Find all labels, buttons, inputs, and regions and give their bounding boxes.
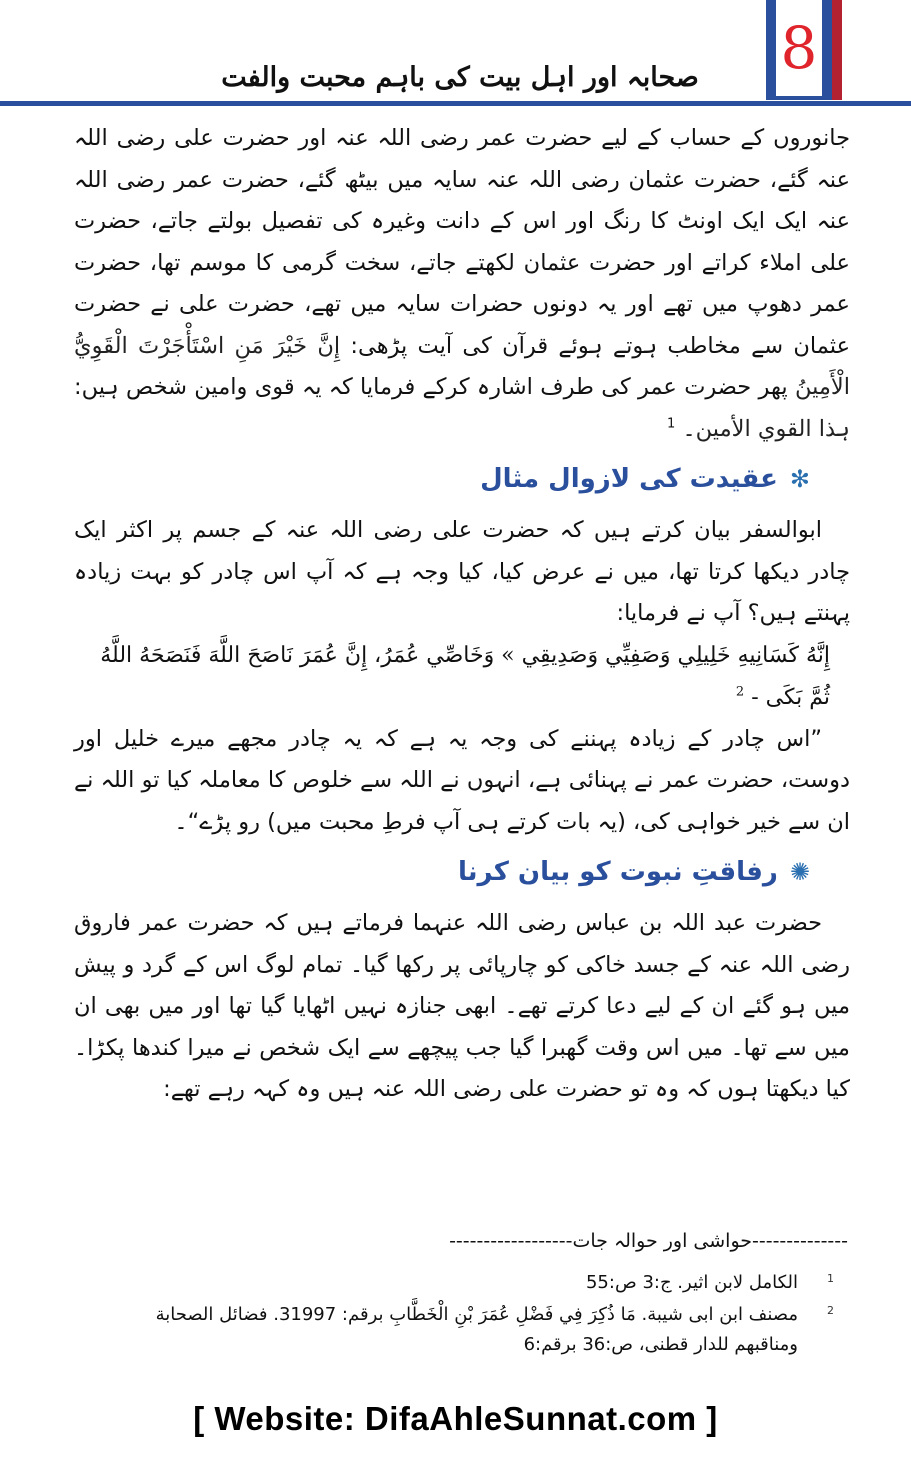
page-badge-edge xyxy=(832,0,842,100)
footnotes-separator: --------------حواشی اور حوالہ جات------------------ xyxy=(449,1230,848,1252)
footnote-text: الکامل لابن اثیر. ج:3 ص:55 xyxy=(585,1272,798,1293)
quran-verse: إِنَّ خَيْرَ مَنِ اسْتَأْجَرْتَ الْقَوِيُّ الْأَمِينُ xyxy=(74,332,850,400)
section-heading-1 xyxy=(74,456,810,502)
page-number: 8 xyxy=(780,14,818,82)
paragraph-1 xyxy=(74,118,850,450)
header-divider xyxy=(0,101,911,106)
main-content xyxy=(74,118,850,1111)
section-heading-1-text: عقیدت کی لازوال مثال xyxy=(480,464,778,494)
footnote-ref-2: 2 xyxy=(735,684,745,700)
arabic-quote xyxy=(74,635,830,719)
paragraph-1-text: جانوروں کے حساب کے لیے حضرت عمر رضی اللہ عنہ اور حضرت علی رضی اللہ عنہ گئے، حضرت عثمان رضی اللہ عنہ سایہ میں بیٹھ گئے، حضرت عمر رضی اللہ عنہ ایک ایک اونٹ کا رنگ اور اس کے دانت وغیرہ کی تفصیل بولتے جاتے، حضرت علی املاء کراتے اور حضرت عثمان لکھتے جاتے، سخت گرمی کا موسم تھا، حضرت عمر دھوپ میں تھے اور یہ دونوں حضرات سایہ میں تھے، حضرت علی نے حضرت عثمان سے مخاطب ہوتے ہوئے قرآن کی آیت پڑھی: xyxy=(74,125,851,359)
section-heading-2-text: رفاقتِ نبوت کو بیان کرنا xyxy=(458,857,778,887)
page-number-box xyxy=(776,0,822,96)
flower-icon: ✻ xyxy=(789,465,810,493)
footnote-text: مصنف ابن ابی شیبة. مَا ذُكِرَ فِي فَضْلِ عُمَرَ بْنِ الْخَطَّابِ برقم: 31997. فضائل الصحابة ومناقبهم للدار قطنی، ص:36 برقم:6 xyxy=(155,1304,798,1355)
page-title: صحابہ اور اہل بیت کی باہم محبت والفت xyxy=(221,62,699,93)
footnote-number: 1 xyxy=(827,1272,834,1285)
page-number-badge xyxy=(766,0,832,100)
section-heading-2 xyxy=(74,849,810,895)
flower-icon: ✺ xyxy=(789,858,810,886)
footnote-item xyxy=(96,1300,834,1360)
footnote-ref-1: 1 xyxy=(667,416,676,431)
footnote-item xyxy=(96,1268,834,1298)
paragraph-4: حضرت عبد اللہ بن عباس رضی اللہ عنہما فرماتے ہیں کہ حضرت عمر فاروق رضی اللہ عنہ کے جسد خاکی کو چارپائی پر رکھا گیا۔ تمام لوگ اس کے گرد و پیش میں ہو گئے ان کے لیے دعا کرتے تھے۔ ابھی جنازہ نہیں اٹھایا گیا تھا اور میں بھی ان میں سے تھا۔ میں اس وقت گھبرا گیا جب پیچھے سے ایک شخص نے میرا کندھا پکڑا۔ کیا دیکھتا ہوں کہ وہ تو حضرت علی رضی اللہ عنہ ہیں وہ کہہ رہے تھے: xyxy=(74,910,850,1102)
arabic-quote-text: إِنَّهُ كَسَانِيهِ خَلِيلِي وَصَفِيِّي وَصَدِيقِي » وَخَاصِّي عُمَرُ، إِنَّ عُمَرَ نَاصَحَ اللَّهَ فَنَصَحَهُ اللَّهُ ثُمَّ بَكَى - xyxy=(100,642,830,710)
paragraph-1-quote: ہذا القوي الأمين۔ xyxy=(682,415,850,442)
paragraph-3: ”اس چادر کے زیادہ پہننے کی وجہ یہ ہے کہ یہ چادر مجھے میرے خلیل اور دوست، حضرت عمر نے پہنائی ہے، انہوں نے اللہ سے خلوص کا معاملہ کیا تو اللہ نے ان سے خیر خواہی کی، (یہ بات کرتے ہی آپ فرطِ محبت میں) رو پڑے“۔ xyxy=(74,725,850,835)
footnotes xyxy=(96,1268,834,1362)
website-footer: [ Website: DifaAhleSunnat.com ] xyxy=(193,1400,718,1437)
paragraph-2: ابوالسفر بیان کرتے ہیں کہ حضرت علی رضی اللہ عنہ کے جسم پر اکثر ایک چادر دیکھا کرتا تھا، میں نے عرض کیا، کیا وجہ ہے کہ آپ اس چادر کو بہت زیادہ پہنتے ہیں؟ آپ نے فرمایا: xyxy=(74,517,850,626)
paragraph-1-end: پھر حضرت عمر کی طرف اشارہ کرکے فرمایا کہ یہ قوی وامین شخص ہیں: xyxy=(74,374,788,400)
footnote-number: 2 xyxy=(827,1304,834,1317)
